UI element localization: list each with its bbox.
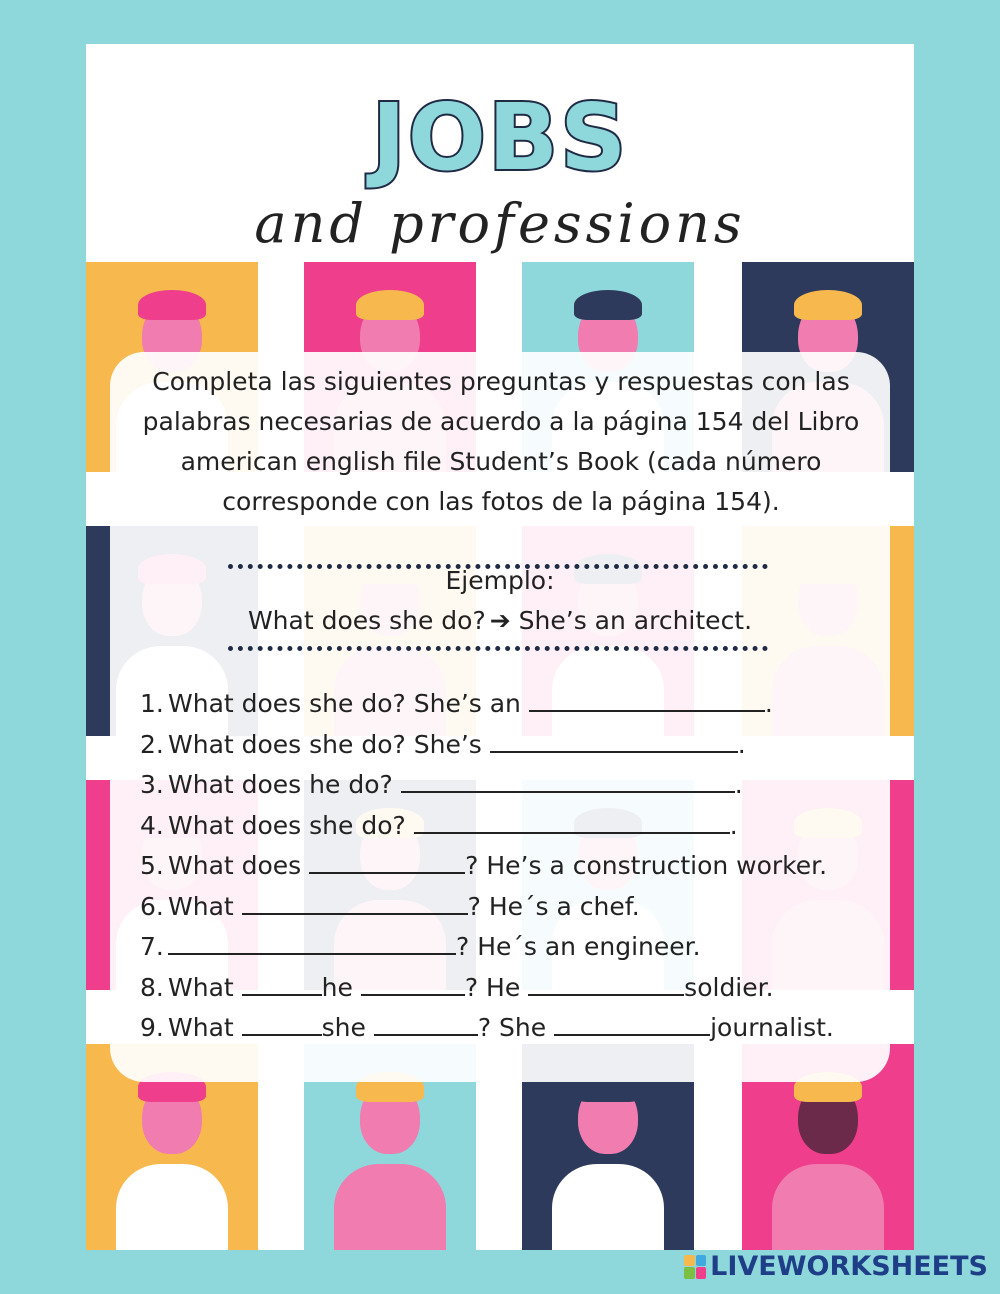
answer-blank[interactable] <box>554 1012 710 1036</box>
question-text: ? He <box>464 972 529 1002</box>
answer-blank[interactable] <box>242 1012 322 1036</box>
question-text: . <box>764 689 773 718</box>
liveworksheets-logo <box>684 1251 988 1282</box>
question-number: 5. <box>140 851 164 880</box>
person-hair <box>138 290 206 320</box>
liveworksheets-logo-icon <box>684 1255 706 1279</box>
person-hair <box>574 290 642 320</box>
answer-blank[interactable] <box>168 931 456 955</box>
question-number: 3. <box>140 770 164 799</box>
question-number: 8. <box>140 972 164 1002</box>
person-body <box>552 1164 664 1250</box>
question-item <box>140 1008 900 1049</box>
person-body <box>116 1164 228 1250</box>
question-text: ? He’s a construction worker. <box>465 851 828 880</box>
question-text: What does she do? She’s an <box>168 689 529 718</box>
question-text: What does he do? <box>168 770 401 799</box>
question-text: What does <box>168 851 310 880</box>
worksheet <box>86 44 914 1250</box>
page-title: JOBS <box>371 84 629 191</box>
question-number: 9. <box>140 1013 164 1042</box>
question-text: ? He´s an engineer. <box>456 932 701 961</box>
question-list <box>140 684 900 1049</box>
dotted-divider-bottom <box>228 646 768 651</box>
example-answer: She’s an architect. <box>518 606 753 635</box>
arrow-right-icon: ➔ <box>489 606 511 635</box>
question-text: . <box>729 810 738 840</box>
question-text: What <box>168 891 242 921</box>
question-text: What does she do? She’s <box>168 729 490 759</box>
answer-blank[interactable] <box>401 769 735 793</box>
answer-blank[interactable] <box>242 972 322 996</box>
question-text: What <box>168 1013 242 1042</box>
example-line <box>86 606 914 635</box>
question-number: 1. <box>140 689 164 718</box>
question-text: What <box>168 972 242 1002</box>
question-number: 4. <box>140 810 164 840</box>
question-item <box>140 725 900 766</box>
answer-blank[interactable] <box>361 972 465 996</box>
question-item <box>140 765 900 806</box>
answer-blank[interactable] <box>309 850 465 874</box>
answer-blank[interactable] <box>528 972 684 996</box>
answer-blank[interactable] <box>242 891 468 915</box>
question-text: journalist. <box>710 1013 834 1042</box>
answer-blank[interactable] <box>529 688 765 712</box>
example-question: What does she do? <box>247 606 486 635</box>
example-label: Ejemplo: <box>445 566 555 595</box>
question-number: 7. <box>140 932 164 961</box>
question-item <box>140 887 900 928</box>
page-subtitle: and professions <box>254 192 746 255</box>
question-text: soldier. <box>684 972 774 1002</box>
person-body <box>334 1164 446 1250</box>
question-number: 2. <box>140 729 164 759</box>
person-hair <box>356 290 424 320</box>
question-item <box>140 968 900 1009</box>
question-item <box>140 927 900 968</box>
question-text: What does she do? <box>168 810 414 840</box>
answer-blank[interactable] <box>490 729 738 753</box>
answer-blank[interactable] <box>414 810 730 834</box>
person-body <box>772 1164 884 1250</box>
person-hair <box>794 290 862 320</box>
question-text: ? She <box>477 1013 555 1042</box>
question-text: . <box>737 729 746 759</box>
question-item <box>140 684 900 725</box>
instructions-text: Completa las siguientes preguntas y respuestas con las palabras necesarias de acuerdo a la página 154 del Libro american english file Student’s Book (cada número corresponde con las fotos de la página 154). <box>142 367 860 516</box>
question-item <box>140 806 900 847</box>
question-text: . <box>734 770 743 799</box>
answer-blank[interactable] <box>374 1012 478 1036</box>
brand-name: LIVEWORKSHEETS <box>710 1251 988 1282</box>
question-text: she <box>321 1013 374 1042</box>
question-text: he <box>321 972 361 1002</box>
question-number: 6. <box>140 891 164 921</box>
question-item <box>140 846 900 887</box>
question-text: ? He´s a chef. <box>467 891 640 921</box>
